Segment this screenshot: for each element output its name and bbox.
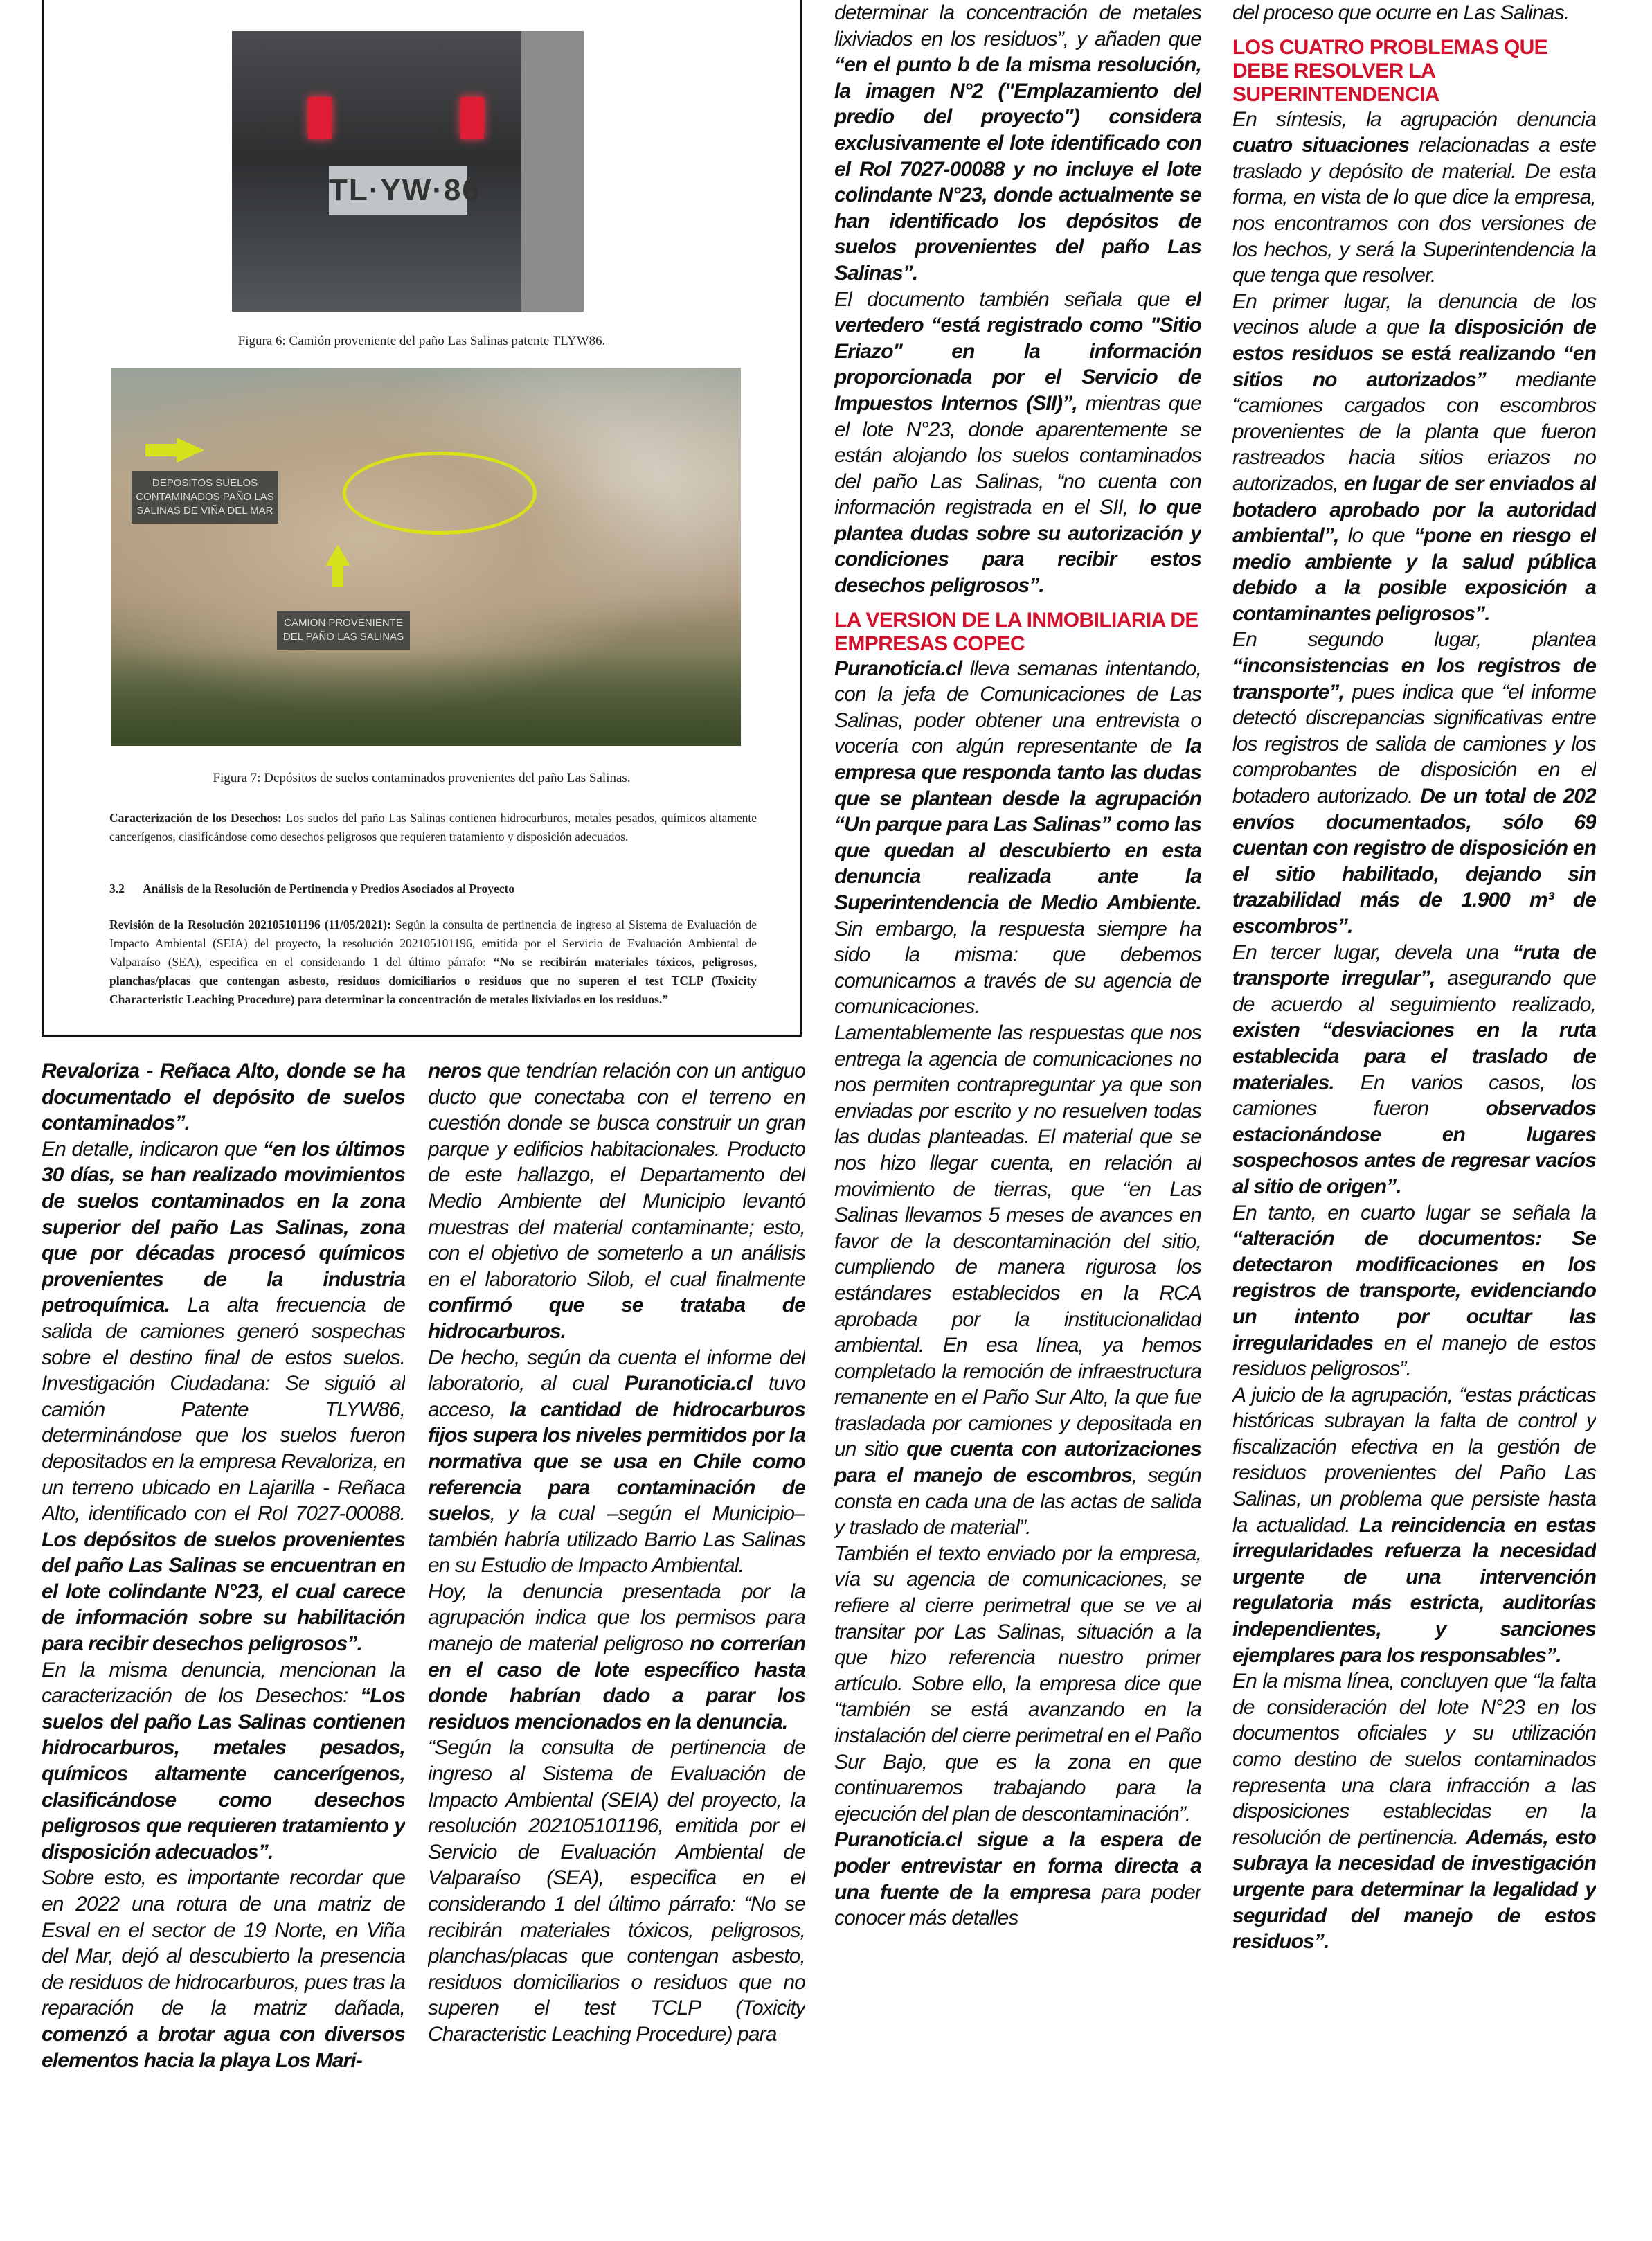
emphasis-text: la empresa que responda tanto las dudas que se plantean desde la agrupación “Un parque para Las Salinas” como las que quedan al descubierto en esta denuncia realizada ante la Superintendencia de Medio Ambiente.: [834, 735, 1201, 914]
truck-label: CAMION PROVENIENTE DEL PAÑO LAS SALINAS: [277, 611, 410, 650]
body-text: Sin embargo, la respuesta siempre ha sido la misma: que debemos comunicarnos a través de su agencia de comunicaciones.: [834, 917, 1201, 1019]
emphasis-text: cuatro situaciones: [1232, 134, 1410, 157]
emphasis-text: lo que plantea dudas sobre su autorización y condiciones para recibir estos desechos peligrosos”.: [834, 496, 1201, 598]
article-paragraph: [1232, 1668, 1596, 1955]
emphasis-text: Revaloriza - Reñaca Alto, donde se ha documentado el depósito de suelos contaminados”.: [42, 1060, 405, 1135]
emphasis-text: “en el punto b de la misma resolución, la imagen N°2 ("Emplazamiento del predio del proyecto") considera exclusivamente el lote identificado con el Rol 7027-00088 y no incluye el lote colindante N°23, donde actualmente se han identificado los depósitos de suelos provenientes del paño Las Salinas”.: [834, 53, 1201, 285]
arrow-right-icon: [177, 438, 204, 463]
body-text: En la misma denuncia, mencionan la caracterización de los Desechos:: [42, 1658, 405, 1708]
article-paragraph: [1232, 0, 1596, 26]
body-text: En primer lugar, la denuncia de los vecinos alude a que: [1232, 289, 1596, 339]
emphasis-text: que cuenta con autorizaciones para el manejo de escombros: [834, 1438, 1201, 1488]
article-column-2: [428, 1058, 805, 2241]
emphasis-text: “pone en riesgo el medio ambiente y la salud pública debido a la posible exposición a contaminantes peligrosos”.: [1232, 524, 1596, 625]
body-text: Lamentablemente las respuestas que nos entrega la agencia de comunicaciones no nos permiten contrapreguntar ya que son enviadas por escrito y no resuelven todas las dudas planteadas. El material que se nos hizo llegar cuenta, en relación al movimiento de tierras, que “en Las Salinas llevamos 5 meses de avances en favor de la descontaminación del sitio, cumpliendo de manera rigurosa los estándares establecidos en la RCA aprobada por la institucionalidad ambiental. En esa línea, ya hemos completado la remoción de infraestructura remanente en el Paño Sur Alto, la que fue trasladada por camiones y depositada en un sitio: [834, 1021, 1201, 1461]
body-text: mientras que el lote N°23, donde aparentemente se están alojando los suelos contaminados del paño Las Salinas, “no cuenta con información registrada en el SII,: [834, 391, 1201, 519]
body-text: “Según la consulta de pertinencia de ingreso al Sistema de Evaluación de Impacto Ambiental (SEIA) del proyecto, la resolución 202105101196, emitida por el Servicio de Evaluación Ambiental de Valparaíso (SEA), especifica en el considerando 1 del último párrafo: “No se recibirán materiales tóxicos, peligrosos, planchas/placas que contengan asbesto, residuos domiciliarios o residuos que no superen el test TCLP (Toxicity Characteristic Leaching Procedure) para: [428, 1736, 805, 2046]
article-paragraph: [834, 1541, 1201, 1828]
article-column-1: [42, 1058, 405, 2241]
emphasis-text: “en los últimos 30 días, se han realizado movimientos de suelos contaminados en la zona superior del paño Las Salinas, zona que por décadas procesó químicos provenientes de la industria petroquímica.: [42, 1137, 405, 1317]
body-text: En tanto, en cuarto lugar se señala la: [1232, 1201, 1596, 1224]
article-column-3: [834, 0, 1201, 2241]
article-paragraph: [834, 656, 1201, 1020]
emphasis-text: comenzó a brotar agua con diversos elementos hacia la playa Los Mari-: [42, 2022, 405, 2072]
figure-7-caption: Figura 7: Depósitos de suelos contaminados provenientes del paño Las Salinas.: [213, 771, 631, 785]
article-paragraph: [42, 1657, 405, 1866]
article-paragraph: [42, 1058, 405, 1136]
article-paragraph: [1232, 627, 1596, 939]
emphasis-text: “ruta de transporte irregular”,: [1232, 940, 1596, 990]
body-text: del proceso que ocurre en Las Salinas.: [1232, 1, 1570, 24]
body-text: En detalle, indicaron que: [42, 1137, 263, 1161]
arrow-up-icon: [325, 545, 350, 566]
emphasis-text: Los depósitos de suelos provenientes del paño Las Salinas se encuentran en el lote colindante N°23, el cual carece de información sobre su habilitación para recibir desechos peligrosos”.: [42, 1528, 405, 1656]
article-paragraph: [428, 1579, 805, 1735]
body-text: tuvo acceso,: [428, 1372, 805, 1421]
body-text: , y la cual –según el Municipio– también habría utilizado Barrio Las Salinas en su Estudio de Impacto Ambiental.: [428, 1502, 805, 1578]
body-text: que tendrían relación con un antiguo ducto que conectaba con el terreno en cuestión donde se busca construir un gran parque y edificios habitacionales. Producto de este hallazgo, el Departamento del Medio Ambiente del Municipio levantó muestras del material contaminante; esto, con el objetivo de someterlo a un análisis en el laboratorio Silob, el cual finalmente: [428, 1060, 805, 1291]
emphasis-text: “inconsistencias en los registros de transporte”,: [1232, 654, 1596, 704]
section-heading: [109, 880, 757, 898]
section-heading: LA VERSION DE LA INMOBILIARIA DE EMPRESAS COPEC: [834, 608, 1198, 655]
body-text: lo que: [1338, 524, 1415, 548]
emphasis-text: la disposición de estos residuos se está realizando “en sitios no autorizados”: [1232, 316, 1596, 391]
body-text: pues indica que “el informe detectó discrepancias significativas entre los registros de salida de camiones y los comprobantes de disposición en el botadero autorizado.: [1232, 680, 1596, 808]
body-text: El documento también señala que: [834, 287, 1185, 311]
emphasis-text: Puranoticia.cl: [834, 657, 962, 680]
emphasis-text: Puranoticia.cl: [624, 1372, 753, 1395]
body-text: lleva semanas intentando, con la jefa de Comunicaciones de Las Salinas, poder obtener una entrevista o vocería con algún representante de: [834, 657, 1201, 758]
body-text: De hecho, según da cuenta el informe del laboratorio, al cual: [428, 1346, 805, 1395]
article-paragraph: [1232, 940, 1596, 1200]
emphasis-text: observados estacionándose en lugares sospechosos antes de regresar vacíos al sitio de origen”.: [1232, 1097, 1596, 1198]
emphasis-text: existen “desviaciones en la ruta establecida para el traslado de materiales.: [1232, 1019, 1596, 1094]
truck-side: [521, 31, 584, 312]
body-text: Hoy, la denuncia presentada por la agrupación indica que los permisos para manejo de material peligroso: [428, 1580, 805, 1656]
body-text: En la misma línea, concluyen que “la falta de consideración del lote N°23 en los documentos oficiales y su utilización como destino de suelos contaminados representa una clara infracción a las disposiciones establecidas en la resolución de pertinencia.: [1232, 1670, 1596, 1849]
tail-light-left: [308, 97, 332, 139]
body-text: para poder conocer más detalles: [834, 1880, 1201, 1930]
tail-light-right: [460, 97, 484, 139]
body-text: En tercer lugar, devela una: [1232, 940, 1513, 964]
rev-quote: “No se recibirán materiales tóxicos, peligrosos, planchas/placas que contengan asbesto, residuos domiciliarios o residuos que no superen el test TCLP (Toxicity Characteristic Leaching Procedure) para determinar la concentración de metales lixiviados en los residuos.”: [109, 955, 757, 1006]
article-paragraph: [428, 1735, 805, 2047]
emphasis-text: De un total de 202 envíos documentados, sólo 69 cuentan con registro de disposición en el sitio habilitado, dejando sin trazabilidad más de 1.900 m³ de escombros”.: [1232, 785, 1596, 938]
section-number: 3.2: [109, 882, 125, 895]
body-text: En varios casos, los camiones fueron: [1232, 1071, 1596, 1120]
body-text: En síntesis, la agrupación denuncia: [1232, 107, 1596, 131]
emphasis-text: Además, esto subraya la necesidad de investigación urgente para determinar la legalidad y seguridad del manejo de estos residuos”.: [1232, 1825, 1596, 1954]
body-text: relacionadas a este traslado y depósito de material. De esta forma, en vista de lo que dice la empresa, nos encontramos con dos versiones de los hechos, y será la Superintendencia la que tenga que resolver.: [1232, 134, 1596, 287]
emphasis-text: La reincidencia en estas irregularidades refuerza la necesidad urgente de una intervención regulatoria más estricta, auditorías independientes, y sanciones ejemplares para los responsables”.: [1232, 1513, 1596, 1667]
license-plate: TL·YW·86: [329, 166, 467, 215]
rev-title: Revisión de la Resolución 202105101196 (11/05/2021):: [109, 918, 391, 931]
aerial-photo: [111, 368, 741, 746]
emphasis-text: la cantidad de hidrocarburos fijos supera los niveles permitidos por la normativa que se usa en Chile como referencia para contaminación de suelos: [428, 1398, 805, 1526]
body-text: determinar la concentración de metales lixiviados en los residuos”, y añaden que: [834, 1, 1201, 51]
rev-text: Según la consulta de pertinencia de ingreso al Sistema de Evaluación de Impacto Ambiental (SEIA) del proyecto, la resolución 202105101196, emitida por el Servicio de Evaluación Ambiental de Valparaíso (SEA), especifica en el considerando 1 del último párrafo:: [109, 918, 757, 969]
figure-6-caption: Figura 6: Camión proveniente del paño Las Salinas patente TLYW86.: [237, 334, 606, 348]
trees: [111, 649, 741, 746]
body-text: También el texto enviado por la empresa, vía su agencia de comunicaciones, se refiere al cierre perimetral que se ve al transitar por Las Salinas, situación a la que hizo referencia nuestro primer artículo. Sobre ello, la empresa dice que “también se está avanzando en la instalación del cierre perimetral en el Paño Sur Bajo, que es la zona en que continuaremos trabajando para la ejecución del plan de descontaminación”.: [834, 1542, 1201, 1825]
article-paragraph: [834, 0, 1201, 287]
waste-characterization: [109, 809, 757, 846]
truck-photo: [232, 31, 584, 312]
section-title: Análisis de la Resolución de Pertinencia y Predios Asociados al Proyecto: [143, 882, 515, 895]
emphasis-text: “Los suelos del paño Las Salinas contienen hidrocarburos, metales pesados, químicos altamente cancerígenos, clasificándose como desechos peligrosos que requieren tratamiento y disposición adecuados”.: [42, 1684, 405, 1864]
emphasis-text: confirmó que se trataba de hidrocarburos.: [428, 1294, 805, 1343]
body-text: Sobre esto, es importante recordar que en 2022 una rotura de una matriz de Esval en el sector de 19 Norte, en Viña del Mar, dejó al descubierto la presencia de residuos de hidrocarburos, pues tras la reparación de la matriz dañada,: [42, 1866, 405, 2020]
article-paragraph: [834, 287, 1201, 599]
article-paragraph: [834, 1020, 1201, 1541]
body-text: en el manejo de estos residuos peligrosos”.: [1232, 1331, 1596, 1381]
article-paragraph: [1232, 107, 1596, 289]
emphasis-text: no correrían en el caso de lote específico hasta donde habrían dado a parar los residuos mencionados en la denuncia.: [428, 1632, 805, 1733]
body-text: A juicio de la agrupación, “estas prácticas históricas subrayan la falta de control y fiscalización efectiva en la gestión de residuos provenientes del Paño Las Salinas, un problema que persiste hasta la actualidad.: [1232, 1383, 1596, 1537]
body-text: mediante “camiones cargados con escombros provenientes de la planta que fueron rastreados hacia sitios eriazos no autorizados,: [1232, 368, 1596, 495]
article-paragraph: [1232, 1382, 1596, 1669]
section-heading: LOS CUATRO PROBLEMAS QUE DEBE RESOLVER LA SUPERINTENDENCIA: [1232, 35, 1548, 106]
deposit-highlight-ring: [343, 452, 537, 535]
resolution-review: [109, 916, 757, 1009]
emphasis-text: Puranoticia.cl sigue a la espera de poder entrevistar en forma directa a una fuente de la empresa: [834, 1828, 1201, 1904]
article-paragraph: [428, 1345, 805, 1579]
article-paragraph: [1232, 1200, 1596, 1382]
emphasis-text: neros: [428, 1060, 482, 1082]
article-paragraph: [1232, 289, 1596, 627]
deposits-label: DEPOSITOS SUELOS CONTAMINADOS PAÑO LAS SALINAS DE VIÑA DEL MAR: [132, 471, 278, 524]
emphasis-text: “alteración de documentos: Se detectaron modificaciones en los registros de transporte, evidenciando un intento por ocultar las irregularidades: [1232, 1227, 1596, 1355]
body-text: asegurando que de acuerdo al seguimiento realizado,: [1232, 967, 1596, 1016]
emphasis-text: el vertedero “está registrado como "Sitio Eriazo" en la información proporcionada por el Servicio de Impuestos Internos (SII)”,: [834, 287, 1201, 415]
emphasis-text: en lugar de ser enviados al botadero aprobado por la autoridad ambiental”,: [1232, 472, 1596, 548]
char-title: Caracterización de los Desechos:: [109, 811, 282, 825]
article-paragraph: [428, 1058, 805, 1345]
embedded-report-figure: [42, 0, 802, 1037]
body-text: En segundo lugar, plantea: [1232, 628, 1596, 652]
article-paragraph: [834, 1827, 1201, 1931]
char-text: Los suelos del paño Las Salinas contienen hidrocarburos, metales pesados, químicos altamente cancerígenos, clasificándose como desechos peligrosos que requieren tratamiento y disposición adecuados.: [109, 811, 757, 843]
article-paragraph: [42, 1136, 405, 1657]
body-text: La alta frecuencia de salida de camiones generó sospechas sobre el destino final de estos suelos. Investigación Ciudadana: Se siguió al camión Patente TLYW86, determinándose que los suelos fueron depositados en la empresa Revaloriza, en un terreno ubicado en Lajarilla - Reñaca Alto, identificado con el Rol 7027-00088.: [42, 1294, 405, 1526]
article-paragraph: [42, 1865, 405, 2073]
body-text: , según consta en cada una de las actas de salida y traslado de material”.: [834, 1464, 1201, 1539]
article-column-4: [1232, 0, 1596, 2241]
